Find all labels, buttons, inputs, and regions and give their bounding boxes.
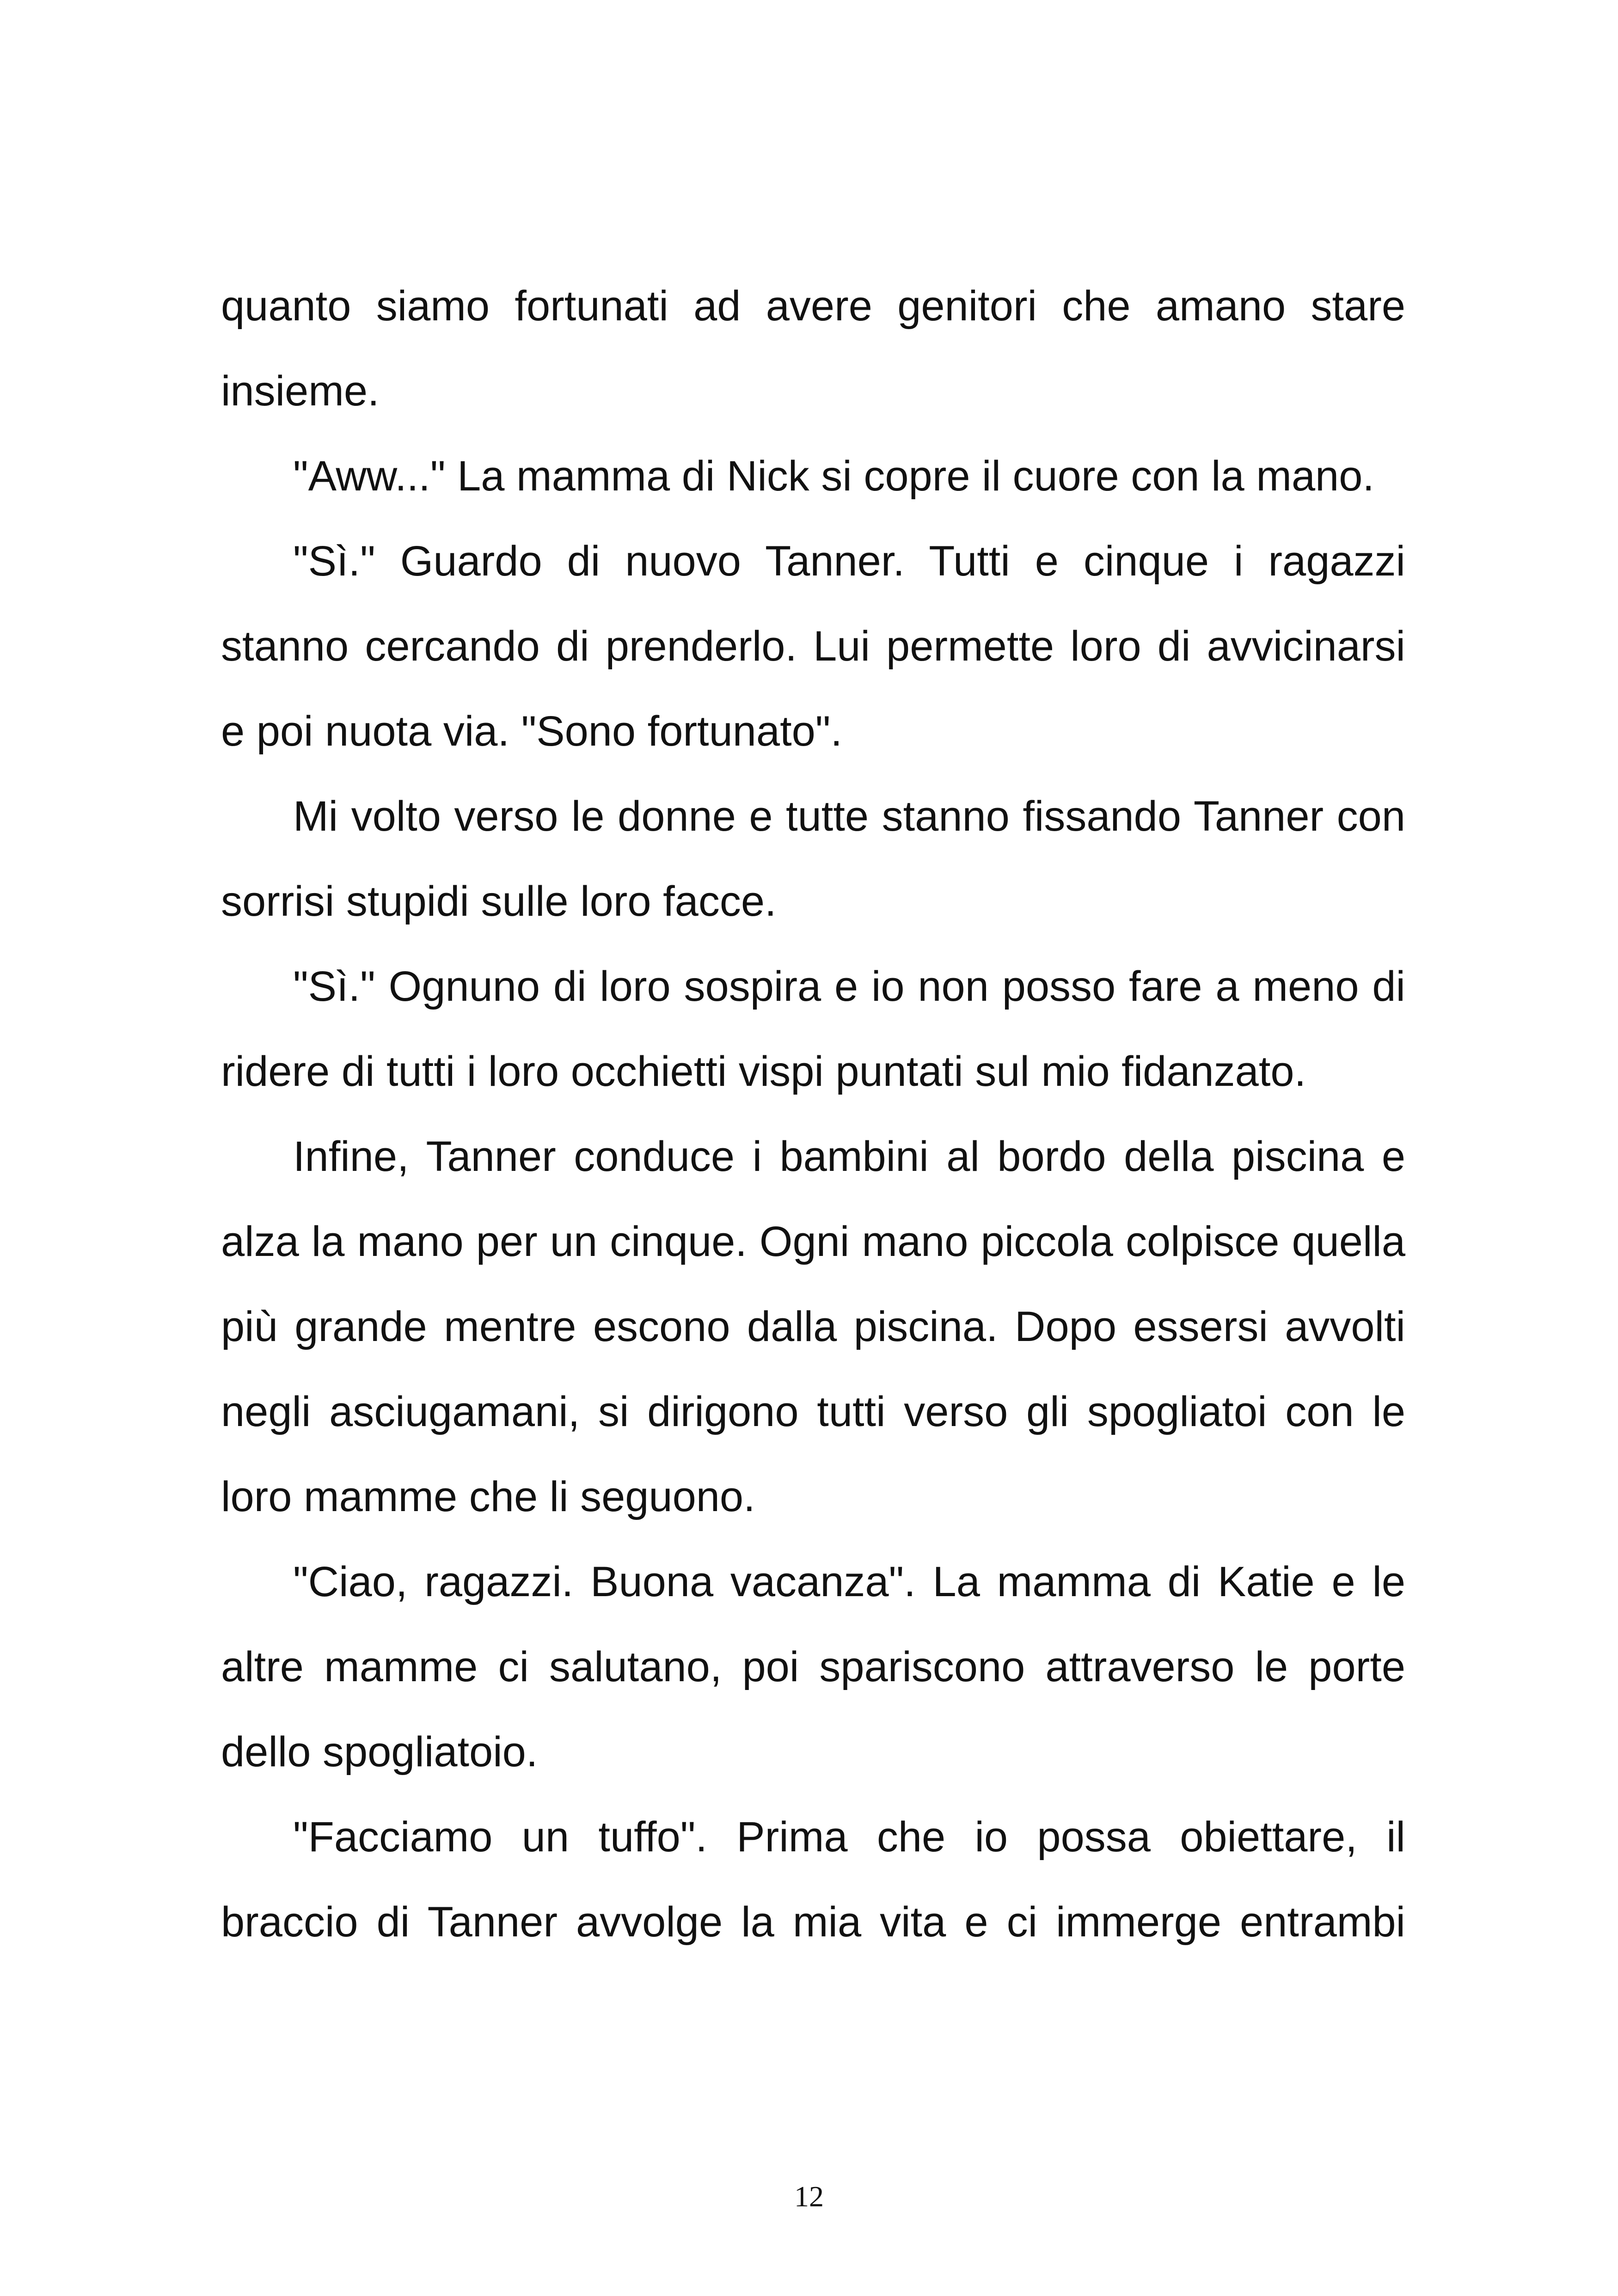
text-line: più grande mentre escono dalla piscina. Dopo essersi avvolti: [221, 1303, 1405, 1350]
text-line: e poi nuota via. "Sono fortunato".: [221, 708, 843, 755]
page-number: 12: [794, 2180, 824, 2213]
text-line: loro mamme che li seguono.: [221, 1473, 755, 1520]
text-line: "Facciamo un tuffo". Prima che io possa obiettare, il: [293, 1813, 1405, 1861]
text-line: alza la mano per un cinque. Ogni mano piccola colpisce quella: [221, 1218, 1405, 1265]
body-text: [221, 263, 1405, 1965]
text-line: stanno cercando di prenderlo. Lui permette loro di avvicinarsi: [221, 623, 1405, 670]
text-line: quanto siamo fortunati ad avere genitori che amano stare: [221, 282, 1405, 330]
text-line: "Ciao, ragazzi. Buona vacanza". La mamma di Katie e le: [293, 1558, 1405, 1605]
text-line: sorrisi stupidi sulle loro facce.: [221, 878, 777, 925]
text-line: ridere di tutti i loro occhietti vispi puntati sul mio fidanzato.: [221, 1048, 1306, 1095]
text-line: Infine, Tanner conduce i bambini al bordo della piscina e: [293, 1133, 1405, 1180]
text-line: Mi volto verso le donne e tutte stanno fissando Tanner con: [293, 793, 1405, 840]
text-line: insieme.: [221, 367, 380, 415]
text-line: dello spogliatoio.: [221, 1728, 538, 1776]
text-line: braccio di Tanner avvolge la mia vita e ci immerge entrambi: [221, 1898, 1405, 1946]
text-line: "Sì." Guardo di nuovo Tanner. Tutti e cinque i ragazzi: [293, 538, 1405, 585]
text-line: negli asciugamani, si dirigono tutti verso gli spogliatoi con le: [221, 1388, 1405, 1435]
text-line: "Sì." Ognuno di loro sospira e io non posso fare a meno di: [293, 963, 1405, 1010]
text-line: altre mamme ci salutano, poi spariscono attraverso le porte: [221, 1643, 1405, 1690]
text-line: "Aww..." La mamma di Nick si copre il cuore con la mano.: [293, 453, 1374, 500]
